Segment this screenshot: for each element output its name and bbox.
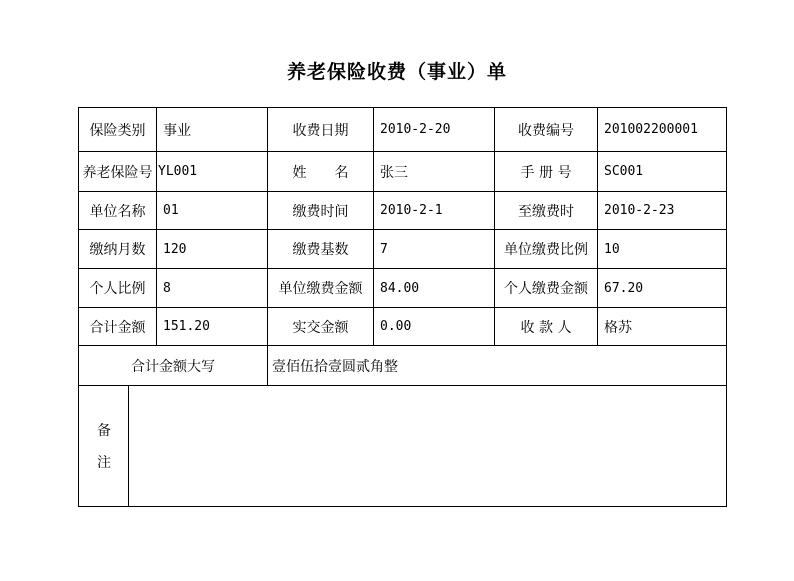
document-title: 养老保险收费（事业）单 <box>286 61 507 83</box>
label-unit-rate: 单位缴费比例 <box>504 242 588 258</box>
label-total-in-words: 合计金额大写 <box>131 358 215 375</box>
value-payment-base: 7 <box>380 241 388 257</box>
label-payment-base: 缴费基数 <box>292 242 349 258</box>
label-payment-time: 缴费时间 <box>292 203 349 220</box>
payment-form-table <box>78 107 727 507</box>
value-booklet-number: SC001 <box>604 164 644 179</box>
value-personal-rate: 8 <box>163 280 171 296</box>
value-payment-until: 2010-2-23 <box>604 203 675 218</box>
notes-label-char: 注 <box>97 455 111 471</box>
value-insurance-type: 事业 <box>163 122 191 139</box>
label-personal-amount: 个人缴费金额 <box>504 281 588 297</box>
value-total-amount: 151.20 <box>163 319 210 334</box>
value-unit-amount: 84.00 <box>380 280 420 296</box>
label-total-amount: 合计金额 <box>89 319 146 336</box>
value-months-paid: 120 <box>163 241 187 257</box>
label-paid-amount: 实交金额 <box>292 319 349 336</box>
value-personal-amount: 67.20 <box>604 280 644 296</box>
notes-label-char: 备 <box>97 423 111 439</box>
label-months-paid: 缴纳月数 <box>89 242 146 258</box>
label-payee: 收 款 人 <box>520 319 572 336</box>
value-payee: 格苏 <box>604 319 632 336</box>
label-booklet-number: 手 册 号 <box>520 164 572 181</box>
label-payment-until: 至缴费时 <box>518 203 574 220</box>
notes-label <box>79 386 129 508</box>
label-charge-number: 收费编号 <box>518 122 574 139</box>
label-personal-rate: 个人比例 <box>89 281 146 297</box>
label-unit-name: 单位名称 <box>89 203 146 220</box>
value-name: 张三 <box>380 164 408 181</box>
label-unit-amount: 单位缴费金额 <box>278 281 363 297</box>
notes-area <box>129 386 726 506</box>
value-pension-number: YL001 <box>158 164 198 179</box>
value-paid-amount: 0.00 <box>380 319 412 334</box>
value-total-in-words: 壹佰伍拾壹圆贰角整 <box>272 358 398 375</box>
value-unit-name: 01 <box>163 203 179 218</box>
label-insurance-type: 保险类别 <box>89 122 146 139</box>
value-charge-date: 2010-2-20 <box>380 122 451 137</box>
value-unit-rate: 10 <box>604 241 620 257</box>
value-payment-time: 2010-2-1 <box>380 203 443 218</box>
label-pension-number: 养老保险号 <box>82 164 153 181</box>
label-charge-date: 收费日期 <box>292 122 349 139</box>
label-name: 姓 名 <box>292 164 349 181</box>
value-charge-number: 201002200001 <box>604 122 698 137</box>
